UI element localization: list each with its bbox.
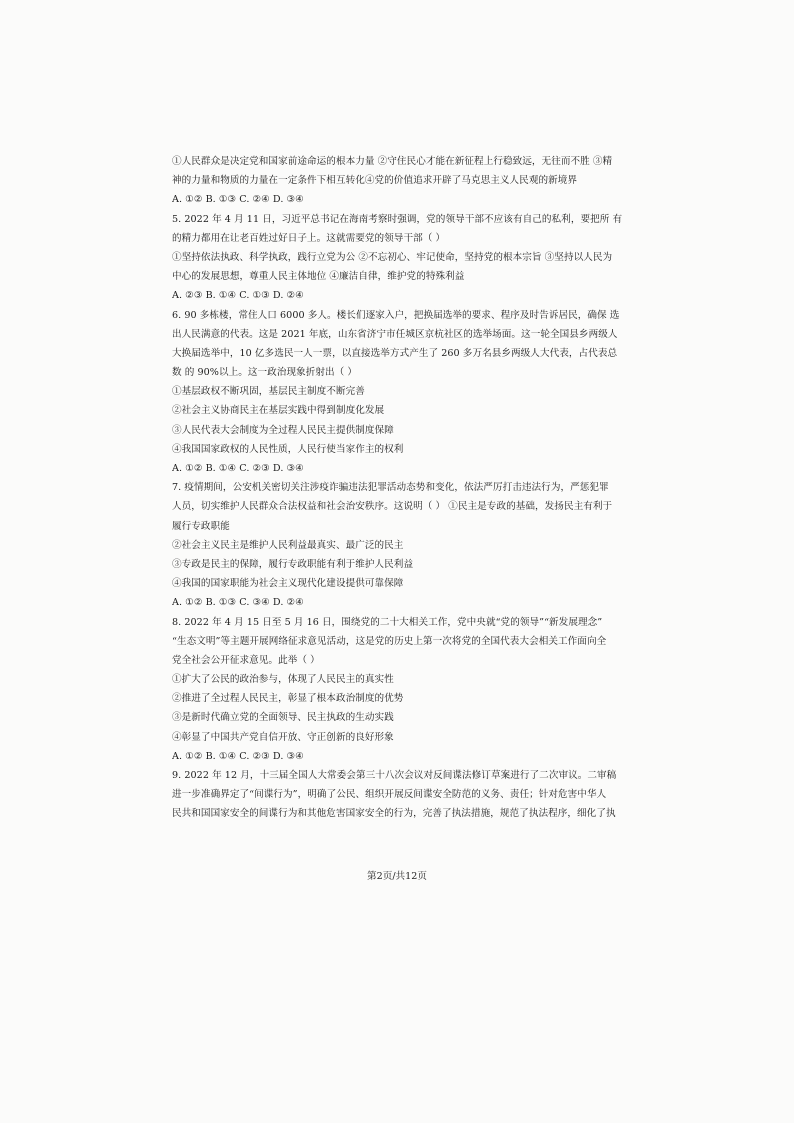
text-line: ②推进了全过程人民民主，彰显了根本政治制度的优势 xyxy=(172,693,404,705)
text-line: 人员，切实维护人民群众合法权益和社会治安秩序。这说明（ ） ①民主是专政的基础，发扬民主有利于 xyxy=(172,501,613,513)
text-line: ③专政是民主的保障，履行专政职能有利于维护人民利益 xyxy=(172,558,414,570)
page-number: 第2页/共12页 xyxy=(367,871,427,882)
question-6-stem: 6. 90 多栋楼，常住人口 6000 多人。楼长们逐家入户，把换届选举的要求、程序及时告诉居民，确保 选 xyxy=(172,309,620,321)
text-line: ①扩大了公民的政治参与，体现了人民民主的真实性 xyxy=(172,674,394,686)
text-line: 数 的 90%以上。这一政治现象折射出（ ） xyxy=(172,367,358,379)
text-line: 进一步准确界定了“间谍行为”，明确了公民、组织开展反间谍安全防范的义务、责任；针对危害中华人 xyxy=(172,789,607,801)
text-line: 履行专政职能 xyxy=(172,520,230,532)
text-line: ②社会主义协商民主在基层实践中得到制度化发展 xyxy=(172,405,385,417)
text-line: ②社会主义民主是维护人民利益最真实、最广泛的民主 xyxy=(172,539,404,551)
answer-options: A. ①② B. ①③ C. ③④ D. ②④ xyxy=(172,597,304,609)
answer-options: A. ②③ B. ①④ C. ①③ D. ②④ xyxy=(172,290,304,302)
text-line: ①坚持依法执政、科学执政，践行立党为公 ②不忘初心、牢记使命，坚持党的根本宗旨 ③坚持以人民为 xyxy=(172,251,613,263)
text-line: ①人民群众是决定党和国家前途命运的根本力量 ②守住民心才能在新征程上行稳致远，无往而不胜 ③精 xyxy=(172,156,613,167)
text-line: 民共和国国家安全的间谍行为和其他危害国家安全的行为，完善了执法措施，规范了执法程序，细化了执 xyxy=(172,808,616,820)
text-line: 党全社会公开征求意见。此举（ ） xyxy=(172,654,320,666)
text-line: 中心的发展思想，尊重人民主体地位 ④廉洁自律，维护党的特殊利益 xyxy=(172,271,465,283)
text-line: 大换届选举中，10 亿多选民一人一票，以直接选举方式产生了 260 多万名县乡两级人大代表，占代表总 xyxy=(172,347,618,359)
text-line: 的精力都用在让老百姓过好日子上。这就需要党的领导干部（ ） xyxy=(172,232,446,244)
question-5-stem: 5. 2022 年 4 月 11 日，习近平总书记在海南考察时强调，党的领导干部不应该有自己的私利，要把所 有 xyxy=(172,213,623,225)
text-line: “生态文明”等主题开展网络征求意见活动，这是党的历史上第一次将党的全国代表大会相关工作面向全 xyxy=(172,635,607,647)
question-9-stem: 9. 2022 年 12 月，十三届全国人大常委会第三十八次会议对反间谍法修订草案进行了二次审议。二审稿 xyxy=(172,770,617,781)
text-line: 出人民满意的代表。这是 2021 年底，山东省济宁市任城区京杭社区的选举场面。这一轮全国县乡两级人 xyxy=(172,328,618,340)
answer-options: A. ①② B. ①④ C. ②③ D. ③④ xyxy=(172,463,304,474)
text-line: ①基层政权不断巩固，基层民主制度不断完善 xyxy=(172,386,365,398)
text-line: ④我国国家政权的人民性质，人民行使当家作主的权利 xyxy=(172,443,404,455)
answer-options: A. ①② B. ①④ C. ②③ D. ③④ xyxy=(172,750,304,762)
question-7-stem: 7. 疫情期间，公安机关密切关注涉疫诈骗违法犯罪活动态势和变化，依法严厉打击违法行为，严惩犯罪 xyxy=(172,482,609,494)
question-text-block xyxy=(172,152,624,824)
text-line: ③是新时代确立党的全面领导、民主执政的生动实践 xyxy=(172,712,394,724)
question-8-stem: 8. 2022 年 4 月 15 日至 5 月 16 日，围绕党的二十大相关工作，党中央就“党的领导”“新发展理念” xyxy=(172,616,603,628)
answer-options: A. ①② B. ①③ C. ②④ D. ③④ xyxy=(172,194,304,206)
text-line: ④我国的国家职能为社会主义现代化建设提供可靠保障 xyxy=(172,578,404,590)
text-line: ④彰显了中国共产党自信开放、守正创新的良好形象 xyxy=(172,731,394,743)
text-line: ③人民代表大会制度为全过程人民民主提供制度保障 xyxy=(172,424,394,436)
text-line: 神的力量和物质的力量在一定条件下相互转化④党的价值追求开辟了马克思主义人民观的新境界 xyxy=(172,175,578,187)
